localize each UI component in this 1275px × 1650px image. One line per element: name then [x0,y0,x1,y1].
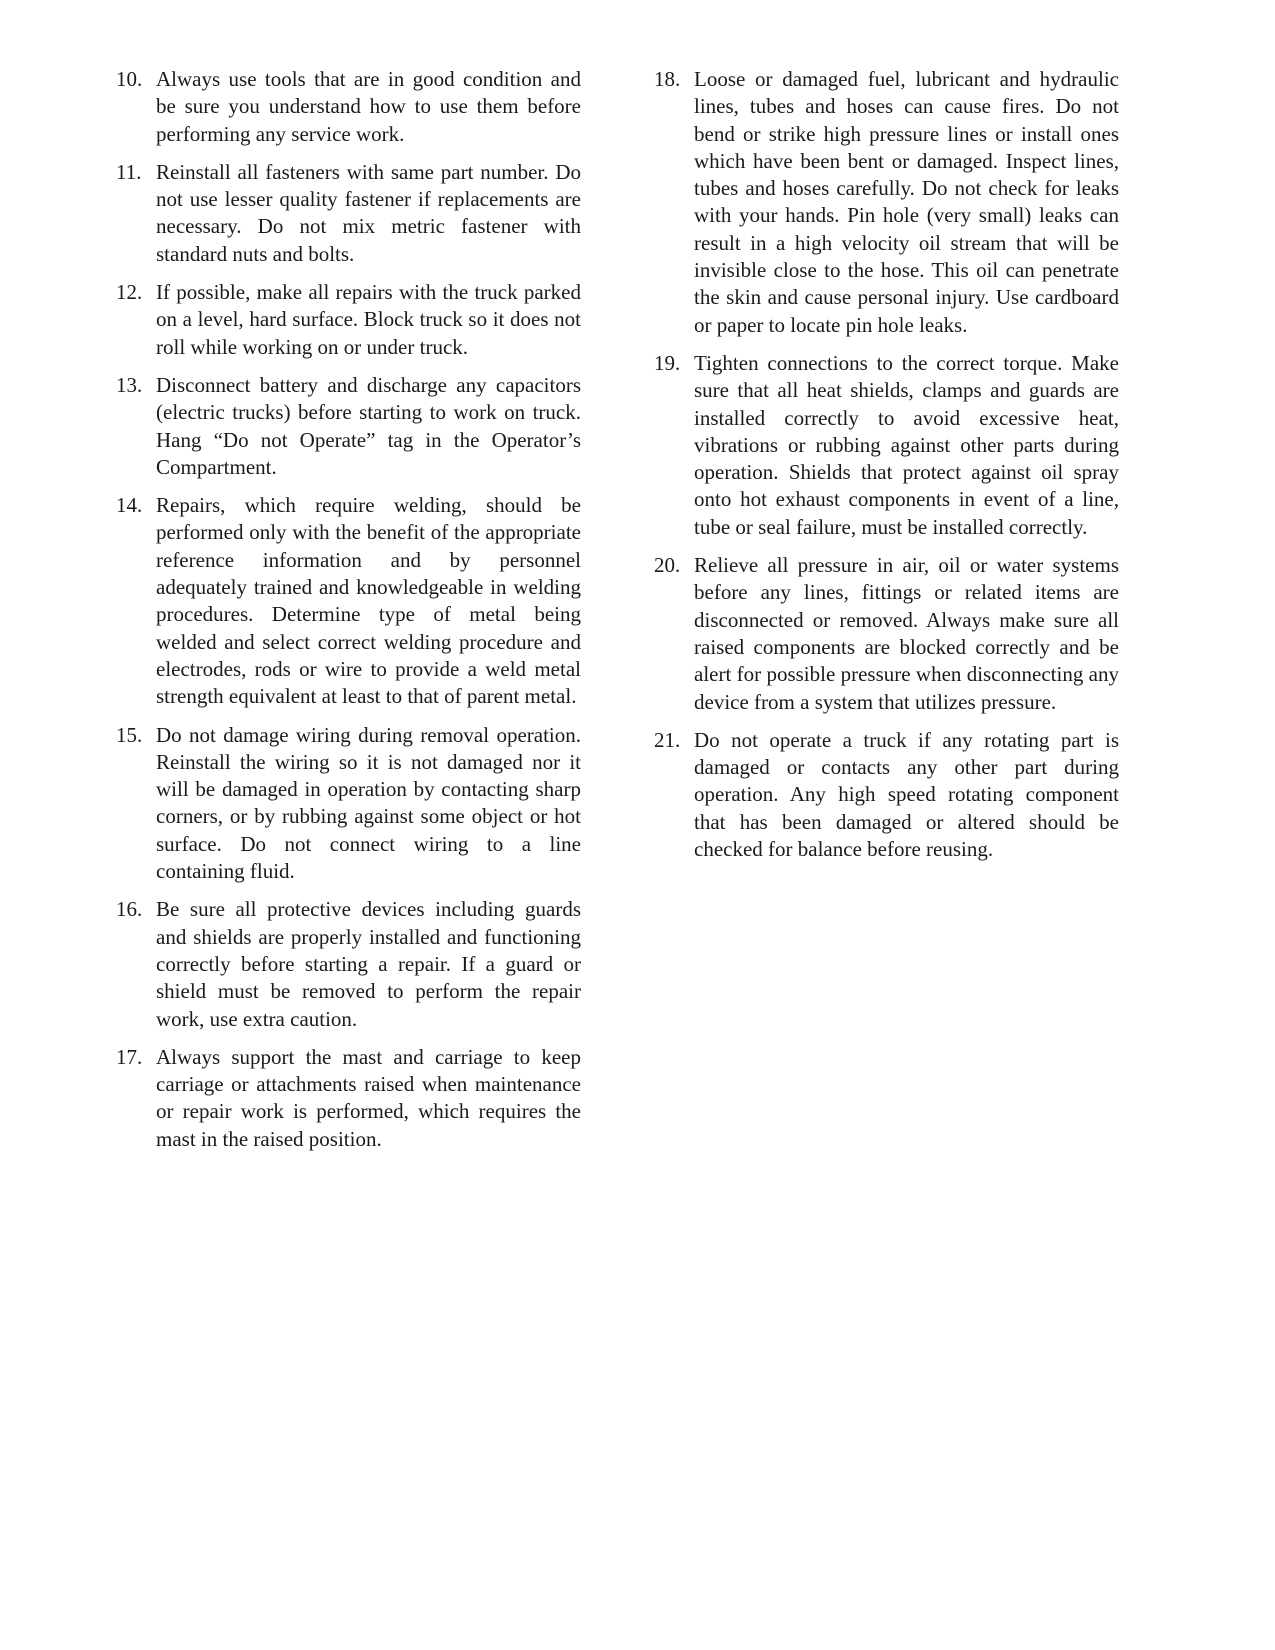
item-number: 12. [116,280,143,305]
item-text: Disconnect battery and discharge any capacitors (electric trucks) before starting to work on truck. Hang “Do not Operate” tag in the Operator’s Compartment. [156,372,581,479]
item-text: If possible, make all repairs with the truck parked on a level, hard surface. Block truck so it does not roll while working on or under truck. [156,280,581,359]
list-item [654,727,1119,863]
item-text: Relieve all pressure in air, oil or water systems before any lines, fittings or related items are disconnected or removed. Always make sure all raised components are blocked correctly and be alert for possible pressure when disconnecting any device from a system that utilizes pressure. [694,553,1119,714]
item-number: 20. [654,553,681,578]
item-number: 15. [116,722,143,747]
list-item [654,66,1119,339]
right-column [654,66,1119,874]
list-item [654,552,1119,716]
item-number: 19. [654,350,681,375]
item-text: Reinstall all fasteners with same part number. Do not use lesser quality fastener if replacements are necessary. Do not mix metric fastener with standard nuts and bolts. [156,159,581,266]
item-text: Always use tools that are in good condition and be sure you understand how to use them before performing any service work. [156,67,581,146]
item-number: 11. [116,159,142,184]
item-number: 13. [116,372,143,397]
list-item [116,159,581,268]
item-text: Tighten connections to the correct torque. Make sure that all heat shields, clamps and guards are installed correctly to avoid excessive heat, vibrations or rubbing against other parts during operation. Shields that protect against oil spray onto hot exhaust components in event of a line, tube or seal failure, must be installed correctly. [694,350,1119,539]
list-item [116,722,581,886]
list-item [116,66,581,148]
list-item [116,1044,581,1153]
item-text: Do not operate a truck if any rotating part is damaged or contacts any other part during operation. Any high speed rotating component that has been damaged or altered should be checked for balance before reusing. [694,727,1119,862]
list-item [654,350,1119,541]
item-text: Do not damage wiring during removal operation. Reinstall the wiring so it is not damaged nor it will be damaged in operation by contacting sharp corners, or by rubbing against some object or hot surface. Do not connect wiring to a line containing fluid. [156,722,581,884]
item-number: 21. [654,727,681,752]
item-number: 10. [116,67,143,91]
list-item [116,372,581,481]
item-text: Be sure all protective devices including guards and shields are properly installed and functioning correctly before starting a repair. If a guard or shield must be removed to perform the repair work, use extra caution. [156,897,581,1031]
item-text: Loose or damaged fuel, lubricant and hydraulic lines, tubes and hoses can cause fires. Do not bend or strike high pressure lines or install ones which have been bent or damaged. Inspect lines, tubes and hoses carefully. Do not check for leaks with your hands. Pin hole (very small) leaks can result in a high velocity oil stream that will be invisible close to the hose. This oil can penetrate the skin and cause personal injury. Use cardboard or paper to locate pin hole leaks. [694,67,1119,337]
list-item [116,896,581,1032]
list-item [116,279,581,361]
item-number: 16. [116,897,143,922]
left-column [116,66,581,1164]
item-number: 18. [654,67,681,91]
item-text: Repairs, which require welding, should be performed only with the benefit of the appropriate reference information and by personnel adequately trained and knowledgeable in welding procedures. Determine type of metal being welded and select correct welding procedure and electrodes, rods or wire to provide a weld metal strength equivalent at least to that of parent metal. [156,493,581,709]
list-item [116,492,581,710]
item-number: 14. [116,493,143,518]
item-text: Always support the mast and carriage to keep carriage or attachments raised when maintenance or repair work is performed, which requires the mast in the raised position. [156,1044,581,1151]
item-number: 17. [116,1044,143,1069]
